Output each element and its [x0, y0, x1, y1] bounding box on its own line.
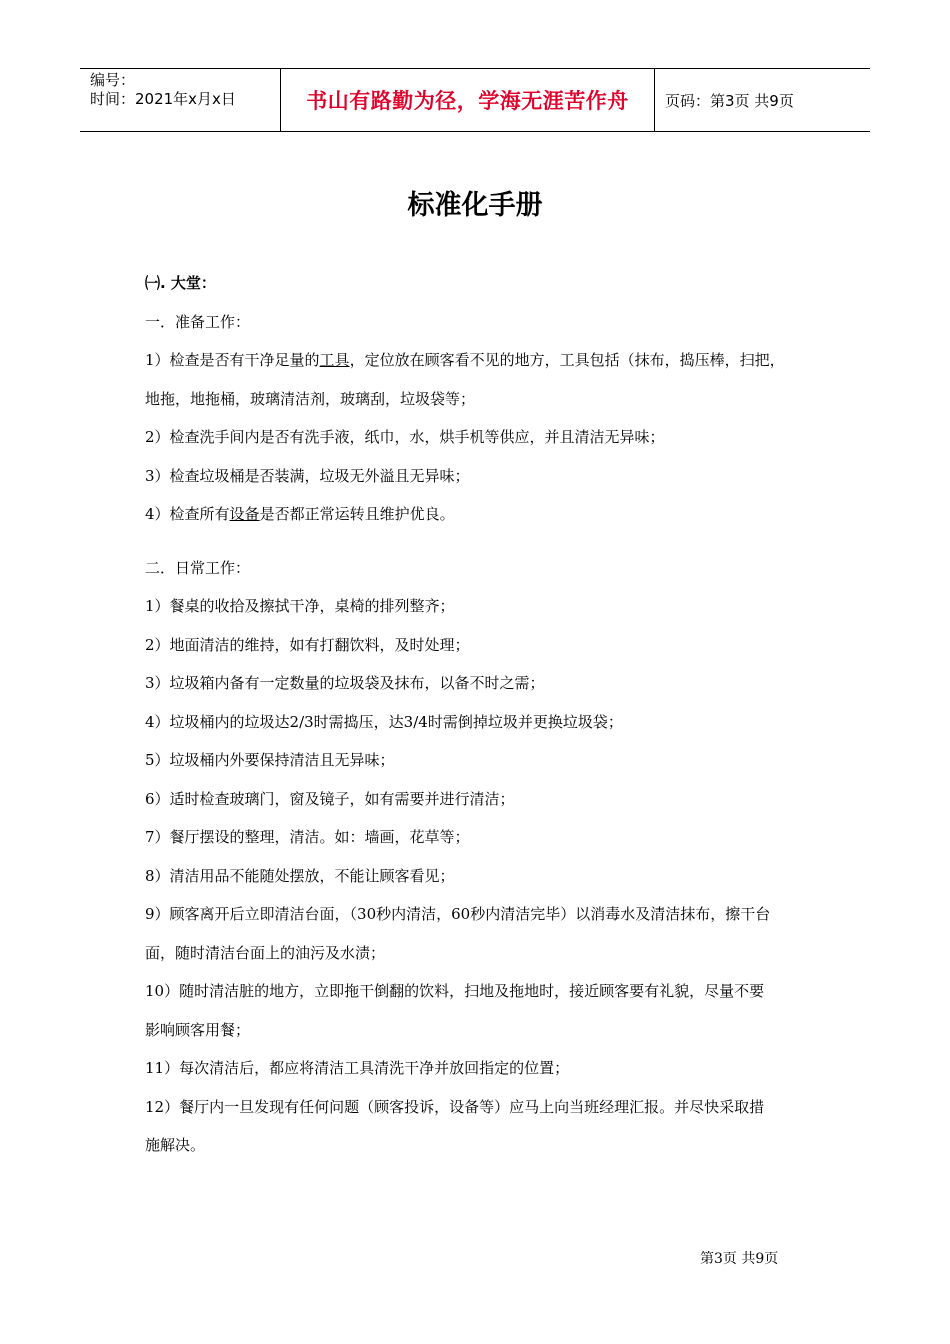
page-info: 页码：第3页 共9页: [665, 91, 794, 110]
daily-item: 10）随时清洁脏的地方，立即拖干倒翻的饮料，扫地及拖地时，接近顾客要有礼貌，尽量不要: [145, 982, 765, 1000]
document-title: 标准化手册: [407, 190, 543, 221]
daily-heading: 二．日常工作：: [145, 558, 251, 577]
daily-item: 5）垃圾桶内外要保持清洁且无异味；: [145, 751, 395, 769]
header-page-cell: [655, 69, 870, 131]
daily-item: 11）每次清洁后，都应将清洁工具清洗干净并放回指定的位置；: [145, 1059, 570, 1077]
section-heading: ㈠. 大堂：: [145, 274, 216, 292]
daily-item: 9）顾客离开后立即清洁台面，（30秒内清洁，60秒内清洁完毕）以消毒水及清洁抹布，擦干台: [145, 905, 771, 923]
daily-item: 3）垃圾箱内备有一定数量的垃圾袋及抹布，以备不时之需；: [145, 674, 545, 692]
prep-item-1-cont: 地拖，地拖桶，玻璃清洁剂，玻璃刮，垃圾袋等；: [145, 389, 476, 408]
daily-item: 4）垃圾桶内的垃圾达2/3时需捣压，达3/4时需倒掉垃圾并更换垃圾袋；: [145, 712, 623, 731]
header-meta: [80, 69, 281, 131]
daily-item: 施解决。: [145, 1136, 206, 1154]
prep-item-1-text: 1）检查是否有干净足量的: [145, 351, 320, 369]
daily-item: 面，随时清洁台面上的油污及水渍；: [145, 943, 386, 962]
page-footer: 第3页 共9页: [700, 1251, 779, 1267]
motto: 书山有路勤为径，学海无涯苦作舟: [306, 89, 629, 113]
tools-link[interactable]: 工具: [319, 351, 350, 369]
daily-item: 8）清洁用品不能随处摆放，不能让顾客看见；: [145, 866, 455, 885]
document-body: [145, 264, 815, 1165]
code-label: 编号：: [90, 71, 136, 89]
page-header: [80, 68, 870, 132]
daily-item: 1）餐桌的收拾及擦拭干净，桌椅的排列整齐；: [145, 597, 455, 615]
prep-item-4-text: 4）检查所有: [145, 505, 230, 523]
prep-item-1: [145, 341, 815, 380]
prep-heading: 一．准备工作：: [145, 312, 251, 331]
date-label: 时间：2021年x月x日: [90, 90, 236, 108]
daily-item: 2）地面清洁的维持，如有打翻饮料，及时处理；: [145, 635, 470, 654]
prep-item-1-text-b: ，定位放在顾客看不见的地方，工具包括（抹布，捣压棒，扫把，: [349, 351, 785, 369]
daily-item: 6）适时检查玻璃门，窗及镜子，如有需要并进行清洁；: [145, 789, 515, 808]
daily-item: 12）餐厅内一旦发现有任何问题（顾客投诉，设备等）应马上向当班经理汇报。并尽快采取措: [145, 1097, 765, 1116]
prep-item-3: 3）检查垃圾桶是否装满，垃圾无外溢且无异味；: [145, 466, 470, 485]
prep-item-4-text-b: 是否都正常运转且维护优良。: [259, 505, 455, 523]
prep-item-4: [145, 495, 815, 534]
daily-item: 7）餐厅摆设的整理，清洁。如：墙画，花草等；: [145, 828, 470, 846]
daily-item: 影响顾客用餐；: [145, 1020, 251, 1039]
header-motto-cell: [281, 69, 655, 131]
equipment-link[interactable]: 设备: [229, 505, 260, 523]
prep-item-2: 2）检查洗手间内是否有洗手液，纸巾，水，烘手机等供应，并且清洁无异味；: [145, 428, 665, 446]
